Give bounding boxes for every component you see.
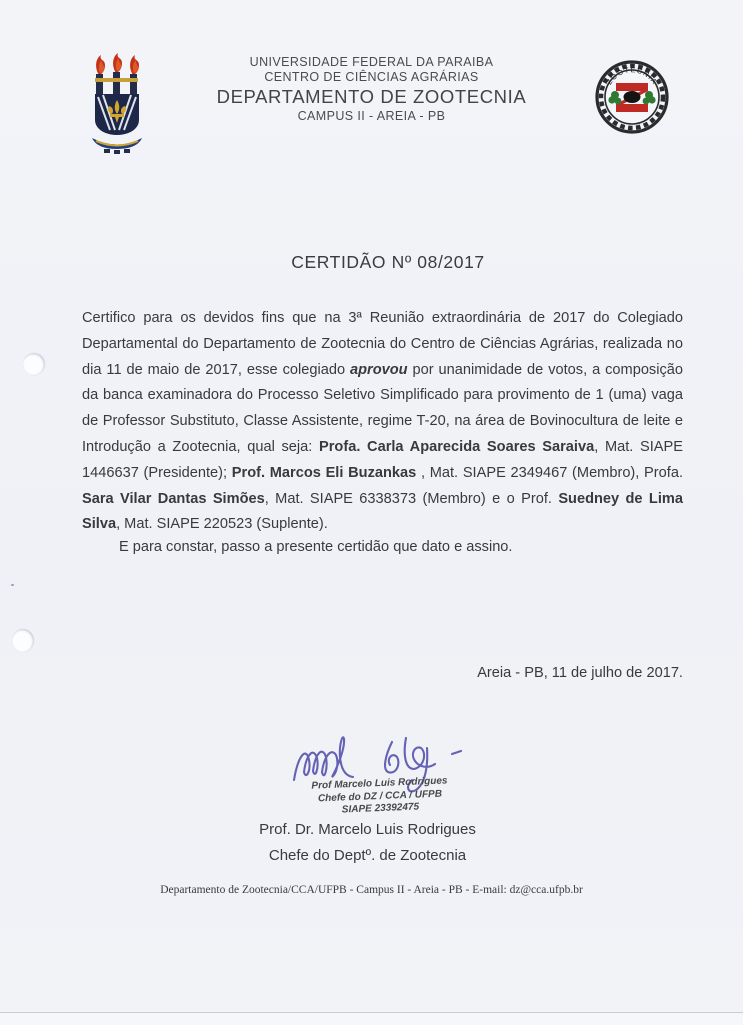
body-text-segment: Sara Vilar Dantas Simões	[82, 490, 265, 507]
signer-name: Prof. Dr. Marcelo Luis Rodrigues	[259, 821, 476, 838]
certificate-title: CERTIDÃO Nº 08/2017	[291, 252, 485, 272]
crest-base	[92, 138, 142, 154]
campus-line: CAMPUS II - AREIA - PB	[297, 109, 446, 123]
institution-name: UNIVERSIDADE FEDERAL DA PARAIBA	[249, 55, 494, 69]
body-text-segment: , Mat. SIAPE 6338373 (Membro) e o Prof.	[264, 490, 559, 507]
body-text-segment: Profa. Carla Aparecida Soares Saraiva	[319, 438, 595, 455]
center-name: CENTRO DE CIÊNCIAS AGRÁRIAS	[264, 70, 479, 84]
footer-contact-line: Departamento de Zootecnia/CCA/UFPB - Campus II - Areia - PB - E-mail: dz@cca.ufpb.br	[160, 884, 583, 896]
signer-role: Chefe do Deptº. de Zootecnia	[268, 847, 467, 864]
stamp-line-name: Prof Marcelo Luis Rodrigues	[311, 775, 448, 792]
body-text-segment: por unanimidade de votos, a composição da banca examinadora do Processo Seletivo Simplificado para provimento de 1 (uma) vaga de Professor Substituto, Classe Assistente, regime T-20, na área de Bovinocultura de leite e Introdução a Zootecnia, qual seja:	[82, 361, 684, 455]
shield	[95, 94, 139, 135]
certificate-body-paragraph	[82, 306, 683, 538]
punch-hole-bottom	[12, 629, 34, 652]
body-text-segment: aprovou	[350, 361, 408, 378]
zootecnia-seal-icon	[591, 55, 673, 139]
scan-page-edge	[0, 1012, 743, 1025]
department-name: DEPARTAMENTO DE ZOOTECNIA	[216, 86, 527, 107]
place-and-date: Areia - PB, 11 de julho de 2017.	[477, 665, 683, 681]
body-text-segment: , Mat. SIAPE 1446637 (Presidente);	[82, 438, 683, 481]
stamp-line-siape: SIAPE 23392475	[341, 801, 420, 816]
scan-speck	[11, 584, 14, 586]
body-text-segment: , Mat. SIAPE 2349467 (Membro), Profa.	[416, 464, 683, 481]
closing-sentence: E para constar, passo a presente certidão que dato e assino.	[119, 539, 513, 555]
punch-hole-top	[23, 353, 45, 375]
torch-flames	[96, 53, 139, 75]
body-text-segment: , Mat. SIAPE 220523 (Suplente).	[116, 516, 328, 533]
stamp-line-role: Chefe do DZ / CCA / UFPB	[317, 788, 443, 804]
body-text-segment: Prof. Marcos Eli Buzankas	[231, 464, 417, 481]
body-text-segment: Certifico para os devidos fins que na 3ª Reunião extraordinária de 2017 do Colegiado Departamental do Departamento de Zootecnia do Centro de Ciências Agrárias, realizada no dia 11 de maio de 2017, esse colegiado	[82, 310, 683, 378]
seal-animal-silhouette	[624, 91, 641, 103]
ufpb-crest-icon	[84, 50, 150, 154]
body-text-segment: Suedney de Lima Silva	[82, 490, 683, 533]
seal-arc-text: ZOOTECNIA	[604, 65, 660, 87]
